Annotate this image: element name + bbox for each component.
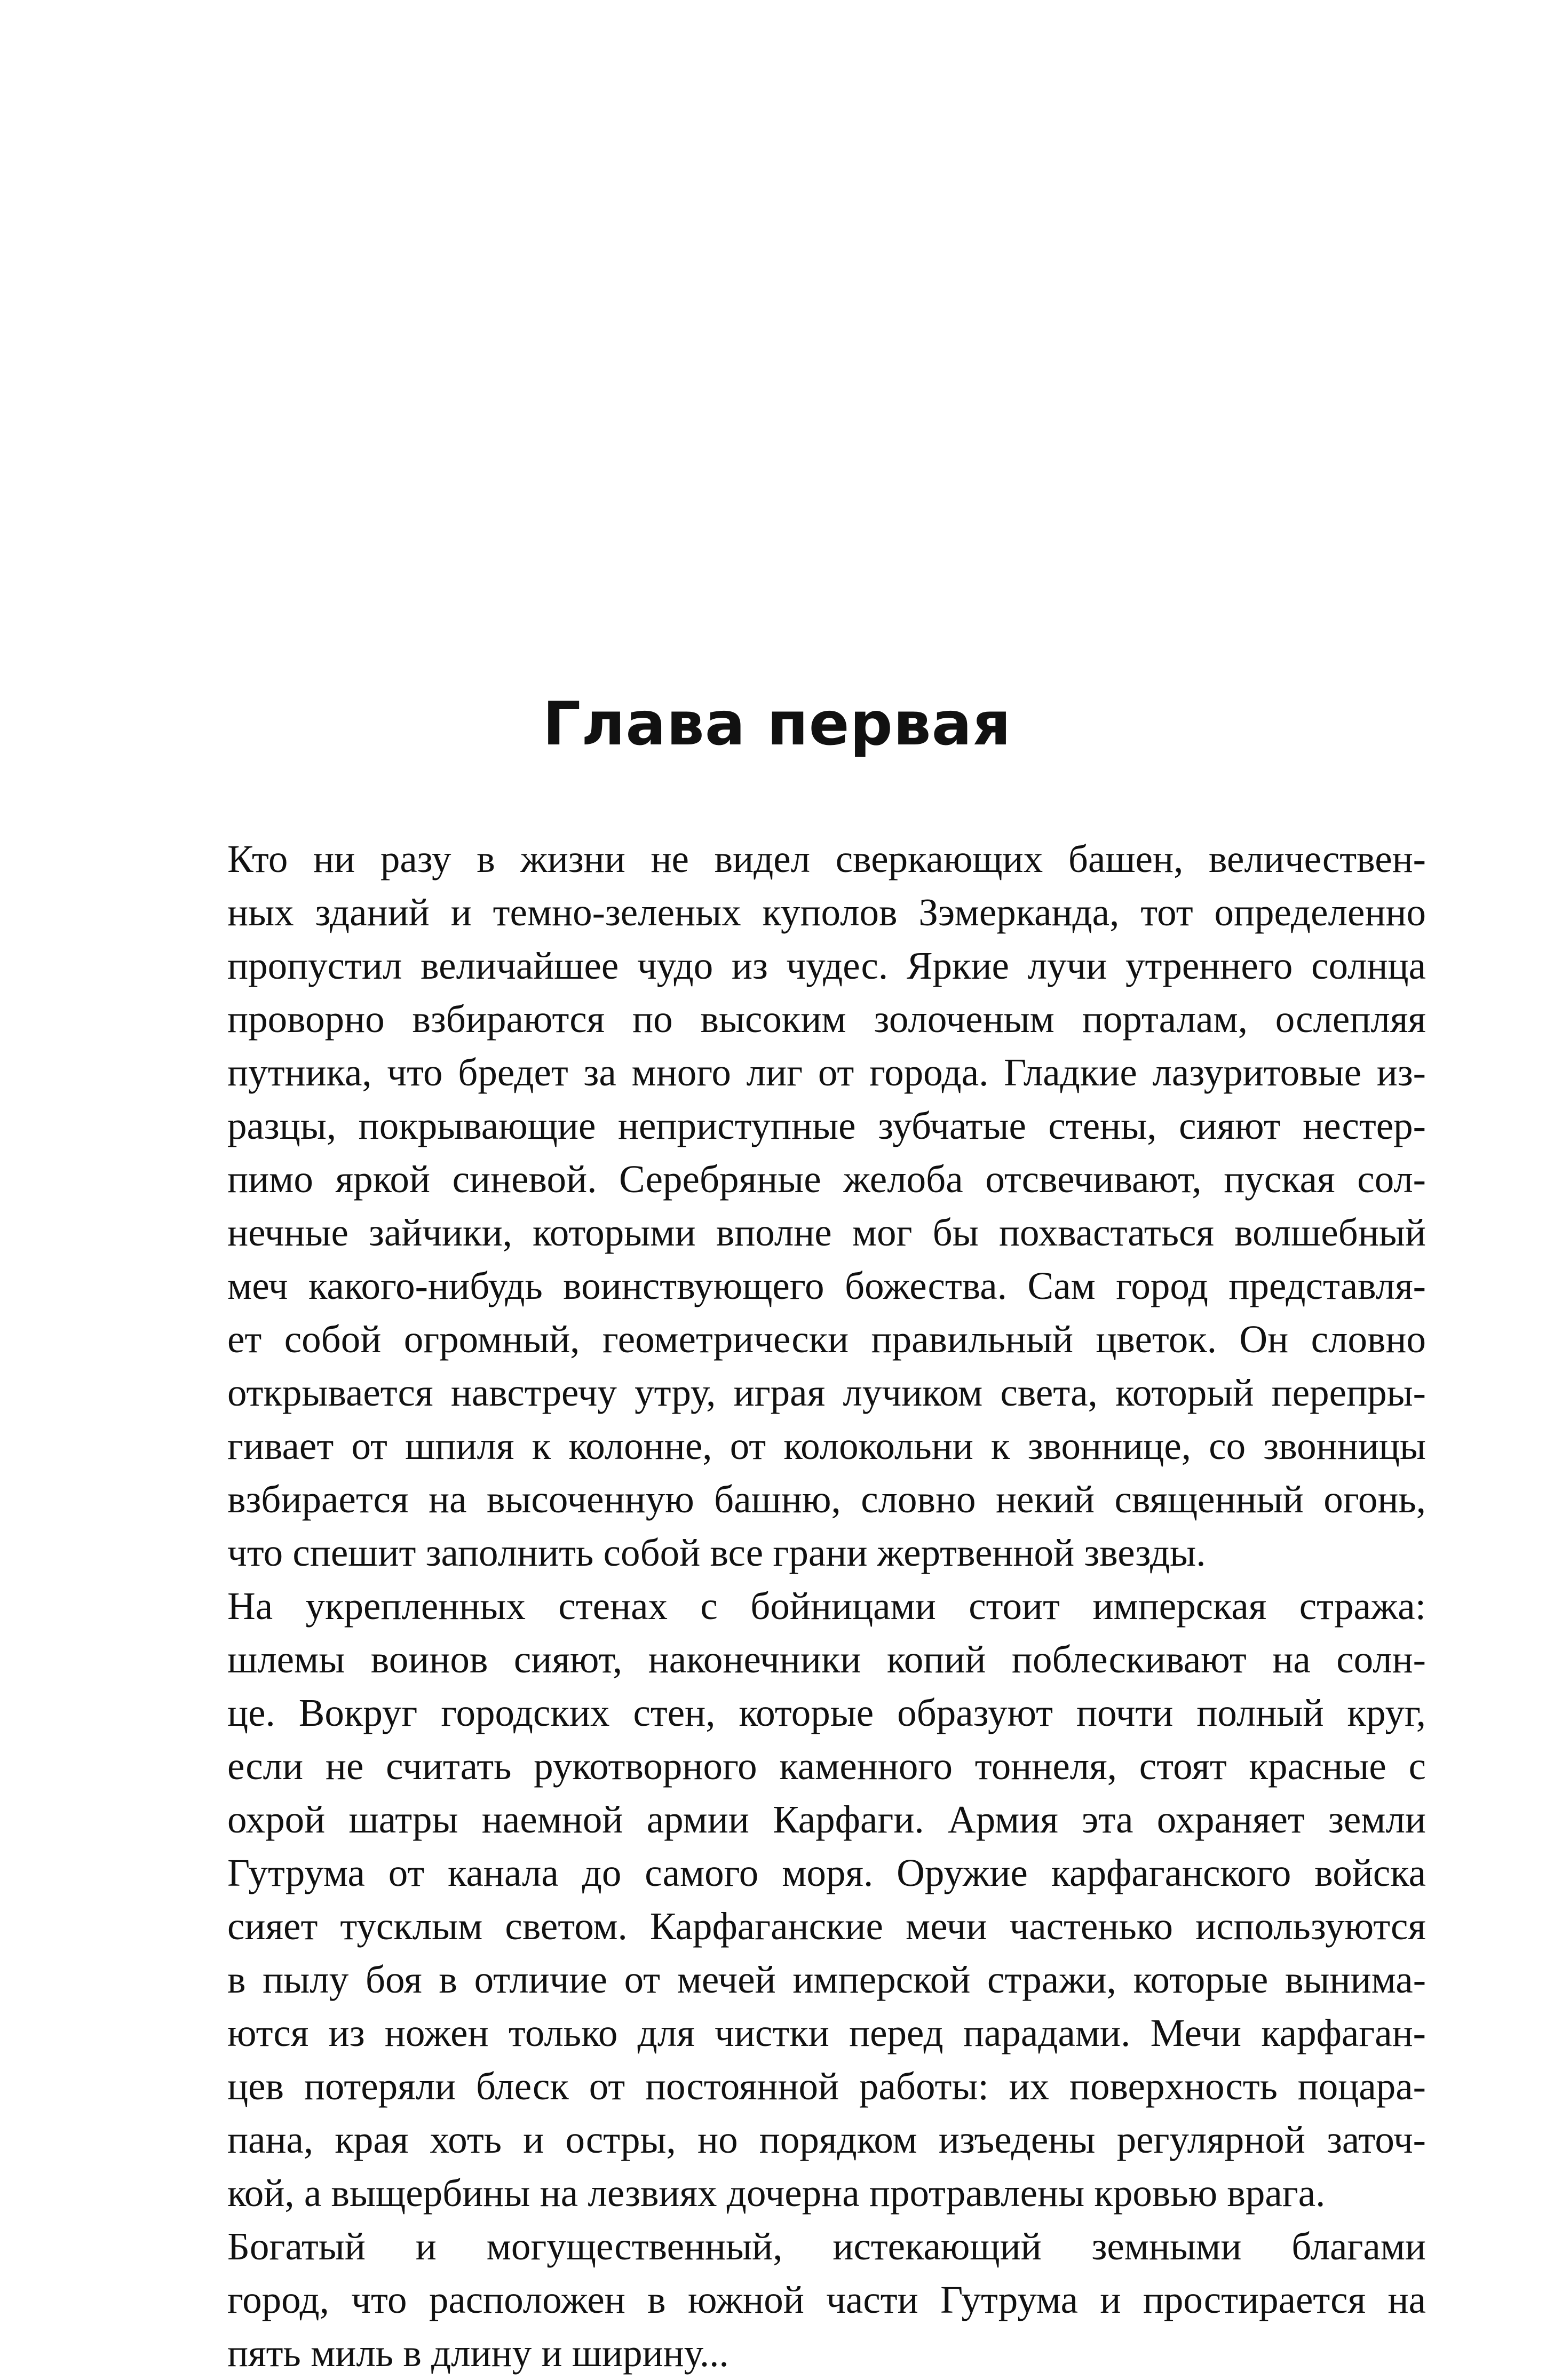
text-line: цев потеряли блеск от постоянной работы: их поверхность поцара- [227, 2065, 1426, 2108]
chapter-title: Глава первая [542, 689, 1012, 759]
text-line: пять миль в длину и ширину... [227, 2331, 729, 2375]
text-line: меч какого-нибудь воинствующего божества. Сам город представля- [227, 1264, 1426, 1307]
text-line: шлемы воинов сияют, наконечники копий поблескивают на солн- [227, 1638, 1426, 1681]
text-line: На укрепленных стенах с бойницами стоит имперская стража: [227, 1584, 1426, 1628]
text-line: охрой шатры наемной армии Карфаги. Армия эта охраняет земли [227, 1798, 1426, 1841]
text-line: путника, что бредет за много лиг от города. Гладкие лазуритовые из- [227, 1051, 1426, 1094]
paragraph-2 [153, 1580, 1426, 2220]
paragraph-3 [153, 2220, 1426, 2380]
paragraph-1 [153, 832, 1426, 1580]
text-line: если не считать рукотворного каменного тоннеля, стоят красные с [227, 1744, 1426, 1788]
text-line: взбирается на высоченную башню, словно некий священный огонь, [227, 1478, 1426, 1521]
text-line: кой, а выщербины на лезвиях дочерна протравлены кровью врага. [227, 2171, 1326, 2215]
text-line: ных зданий и темно-зеленых куполов Зэмерканда, тот определенно [227, 891, 1426, 934]
text-line: проворно взбираются по высоким золоченым порталам, ослепляя [227, 997, 1426, 1041]
text-line: разцы, покрывающие неприступные зубчатые стены, сияют нестер- [227, 1104, 1426, 1147]
text-line: город, что расположен в южной части Гутрума и простирается на [227, 2278, 1426, 2321]
text-line: сияет тусклым светом. Карфаганские мечи частенько используются [227, 1905, 1426, 1948]
text-line: открывается навстречу утру, играя лучиком света, который перепры- [227, 1371, 1426, 1414]
text-line: ет собой огромный, геометрически правильный цветок. Он словно [227, 1318, 1426, 1361]
text-line: Богатый и могущественный, истекающий земными благами [227, 2225, 1426, 2268]
text-line: це. Вокруг городских стен, которые образуют почти полный круг, [227, 1691, 1426, 1734]
text-line: нечные зайчики, которыми вполне мог бы похвастаться волшебный [227, 1211, 1426, 1254]
text-line: пропустил величайшее чудо из чудес. Яркие лучи утреннего солнца [227, 944, 1426, 987]
text-line: пана, края хоть и остры, но порядком изъедены регулярной заточ- [227, 2118, 1426, 2161]
text-line: в пылу боя в отличие от мечей имперской стражи, которые вынима- [227, 1958, 1426, 2001]
text-line: ются из ножен только для чистки перед парадами. Мечи карфаган- [227, 2011, 1426, 2054]
chapter-body [153, 832, 1426, 2380]
text-line: что спешит заполнить собой все грани жертвенной звезды. [227, 1531, 1206, 1574]
text-line: Кто ни разу в жизни не видел сверкающих башен, величествен- [227, 837, 1426, 880]
text-line: Гутрума от канала до самого моря. Оружие карфаганского войска [227, 1851, 1426, 1894]
text-line: гивает от шпиля к колонне, от колокольни к звоннице, со звонницы [227, 1424, 1426, 1467]
text-line: пимо яркой синевой. Серебряные желоба отсвечивают, пуская сол- [227, 1157, 1426, 1201]
